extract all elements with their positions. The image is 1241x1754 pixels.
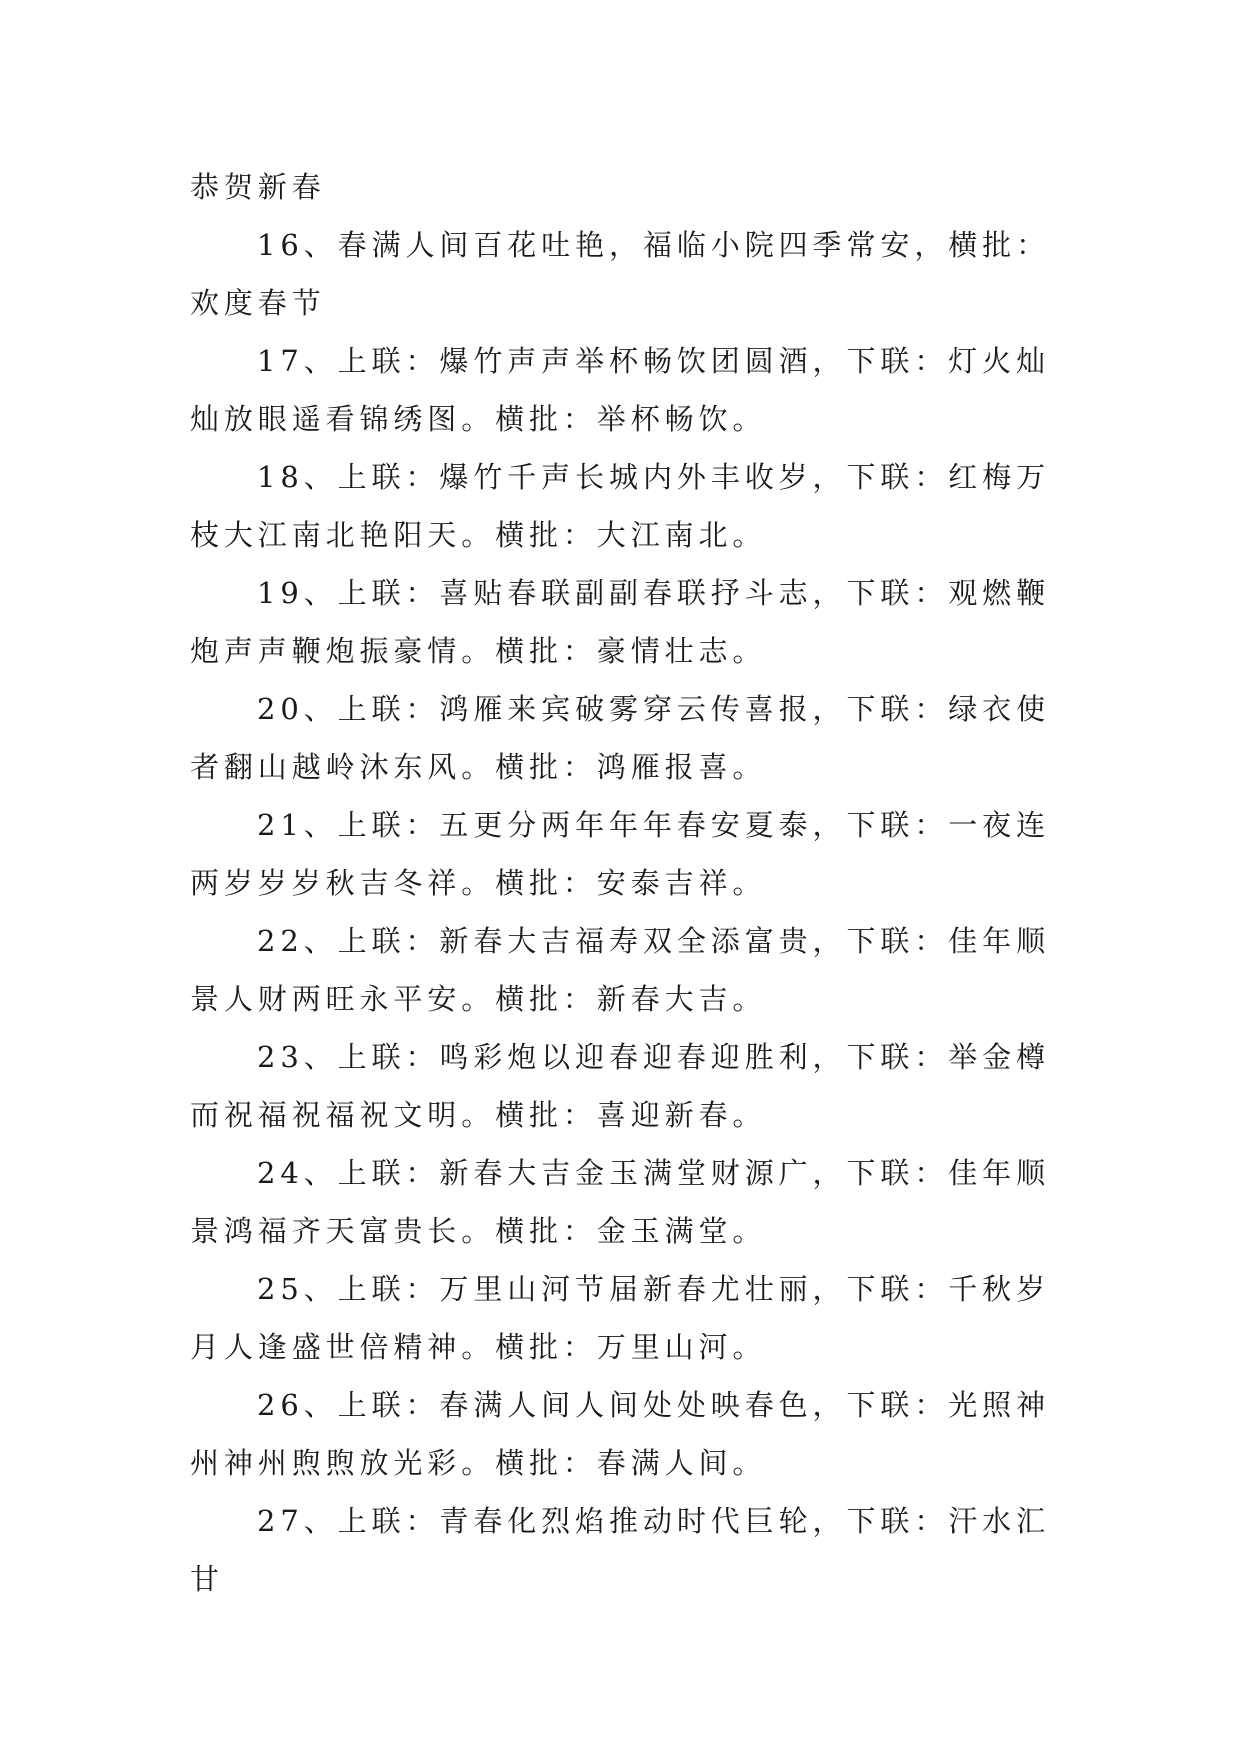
couplet-25: 25、上联：万里山河节届新春尤壮丽，下联：千秋岁月人逢盛世倍精神。横批：万里山河。 [190,1272,1050,1364]
couplet-26: 26、上联：春满人间人间处处映春色，下联：光照神州神州煦煦放光彩。横批：春满人间。 [190,1388,1050,1480]
couplet-27: 27、上联：青春化烈焰推动时代巨轮，下联：汗水汇甘 [190,1504,1050,1596]
couplet-18: 18、上联：爆竹千声长城内外丰收岁，下联：红梅万枝大江南北艳阳天。横批：大江南北。 [190,460,1050,552]
document-body [190,158,1050,1608]
paragraph-continuation: 恭贺新春 [190,170,326,204]
couplet-21: 21、上联：五更分两年年年春安夏泰，下联：一夜连两岁岁岁秋吉冬祥。横批：安泰吉祥。 [190,808,1050,900]
couplet-17: 17、上联：爆竹声声举杯畅饮团圆酒，下联：灯火灿灿放眼遥看锦绣图。横批：举杯畅饮。 [190,344,1050,436]
couplet-24: 24、上联：新春大吉金玉满堂财源广，下联：佳年顺景鸿福齐天富贵长。横批：金玉满堂。 [190,1156,1050,1248]
couplet-19: 19、上联：喜贴春联副副春联抒斗志，下联：观燃鞭炮声声鞭炮振豪情。横批：豪情壮志。 [190,576,1050,668]
couplet-23: 23、上联：鸣彩炮以迎春迎春迎胜利，下联：举金樽而祝福祝福祝文明。横批：喜迎新春。 [190,1040,1050,1132]
couplet-20: 20、上联：鸿雁来宾破雾穿云传喜报，下联：绿衣使者翻山越岭沐东风。横批：鸿雁报喜。 [190,692,1050,784]
couplet-22: 22、上联：新春大吉福寿双全添富贵，下联：佳年顺景人财两旺永平安。横批：新春大吉。 [190,924,1050,1016]
couplet-16: 16、春满人间百花吐艳，福临小院四季常安，横批：欢度春节 [190,228,1050,320]
